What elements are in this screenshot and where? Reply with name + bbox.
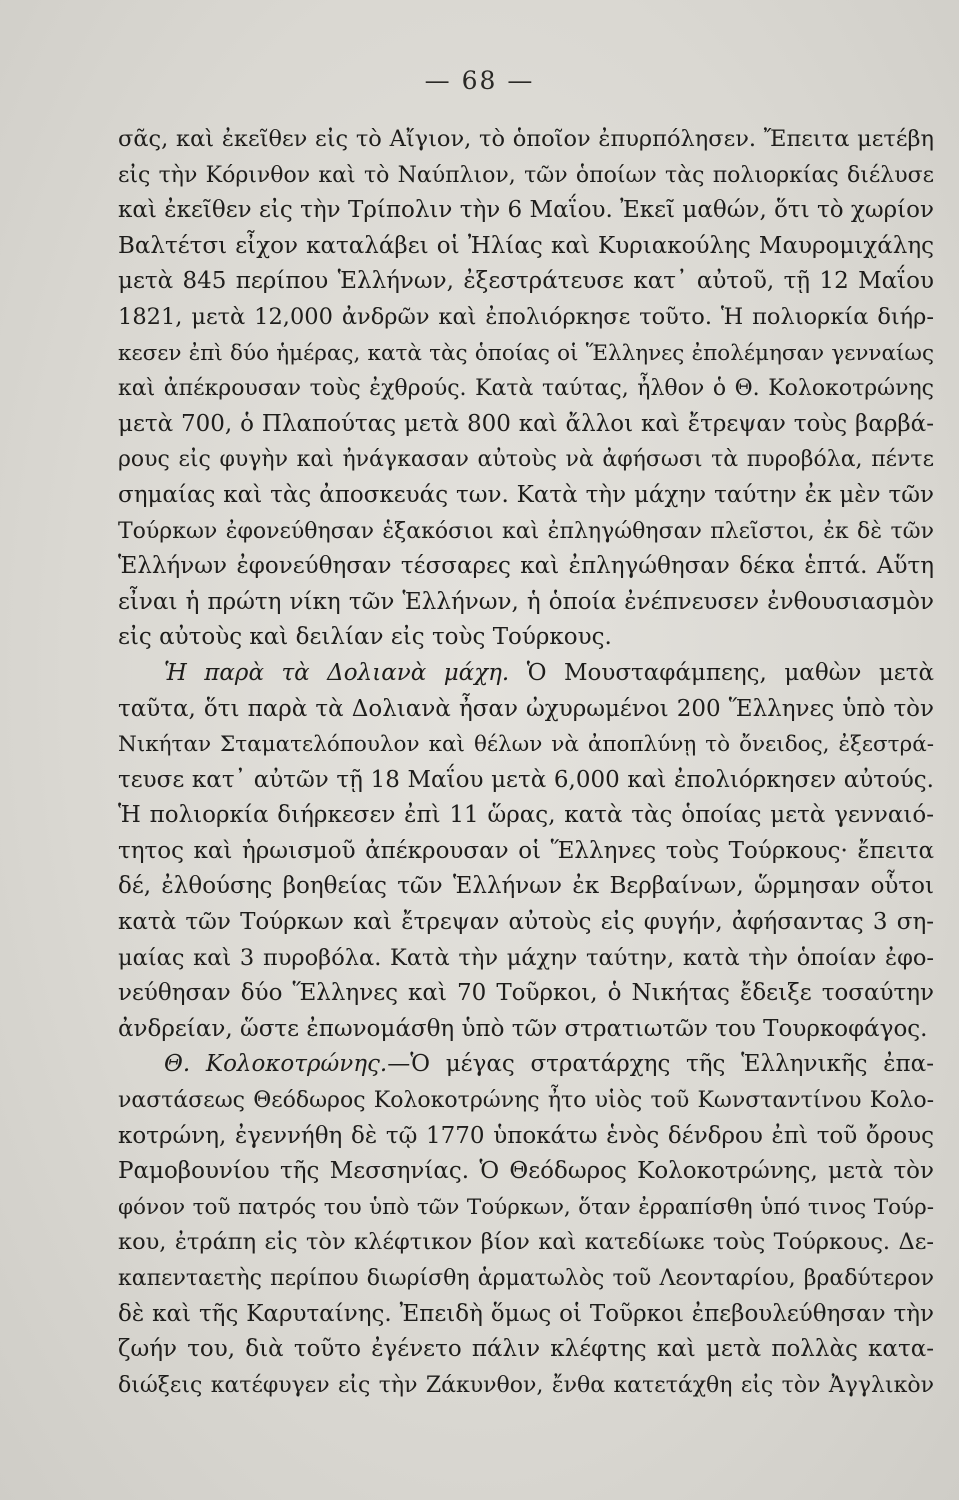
text-line xyxy=(118,407,934,443)
page-number: — 68 — xyxy=(424,66,535,95)
text-line xyxy=(118,1083,934,1119)
section-heading: Ἡ παρὰ τὰ Δολιανὰ μάχη. xyxy=(164,659,510,686)
line-text: Ἑλλήνων ἐφονεύθησαν τέσσαρες καὶ ἐπληγώθησαν δέκα ἑπτά. Αὕτη xyxy=(118,553,934,580)
line-text: εἰς τὴν Κόρινθον καὶ τὸ Ναύπλιον, τῶν ὁποίων τὰς πολιορκίας διέλυσε xyxy=(118,162,934,188)
line-text: εἶναι ἡ πρώτη νίκη τῶν Ἑλλήνων, ἡ ὁποία ἐνέπνευσεν ἐνθουσιασμὸν xyxy=(118,588,934,615)
text-line xyxy=(118,869,934,905)
line-text: εἰς αὐτοὺς καὶ δειλίαν εἰς τοὺς Τούρκους. xyxy=(118,624,612,651)
line-text: σᾶς, καὶ ἐκεῖθεν εἰς τὸ Αἴγιον, τὸ ὁποῖον ἐπυρπόλησεν. Ἔπειτα μετέβη xyxy=(118,126,934,152)
line-text: καὶ ἐκεῖθεν εἰς τὴν Τρίπολιν τὴν 6 Μαΐου. Ἐκεῖ μαθών, ὅτι τὸ χωρίον xyxy=(118,197,934,224)
line-text: φόνον τοῦ πατρός του ὑπὸ τῶν Τούρκων, ὅταν ἐρραπίσθη ὑπό τινος Τούρ- xyxy=(118,1194,934,1220)
text-line xyxy=(118,1332,934,1368)
line-text: Βαλτέτσι εἶχον καταλάβει οἱ Ἠλίας καὶ Κυριακούλης Μαυρομιχάλης xyxy=(118,232,934,259)
line-text: Ἡ πολιορκία διήρκεσεν ἐπὶ 11 ὥρας, κατὰ τὰς ὁποίας μετὰ γενναιό- xyxy=(118,802,934,829)
line-text: μαίας καὶ 3 πυροβόλα. Κατὰ τὴν μάχην ταύτην, κατὰ τὴν ὁποίαν ἐφο- xyxy=(118,944,934,971)
text-line xyxy=(118,941,934,977)
line-text: δέ, ἐλθούσης βοηθείας τῶν Ἑλλήνων ἐκ Βερβαίνων, ὥρμησαν οὗτοι xyxy=(118,873,934,900)
text-line xyxy=(118,1012,934,1048)
text-line xyxy=(118,1190,934,1226)
text-line xyxy=(118,442,934,478)
text-line xyxy=(118,585,934,621)
text-line xyxy=(118,620,934,656)
text-line xyxy=(118,798,934,834)
line-text: ἀνδρείαν, ὥστε ἐπωνομάσθη ὑπὸ τῶν στρατιωτῶν του Τουρκοφάγος. xyxy=(118,1015,928,1042)
text-line xyxy=(118,158,934,194)
line-text: καπενταετὴς περίπου διωρίσθη ἁρματωλὸς τοῦ Λεονταρίου, βραδύτερον xyxy=(118,1266,934,1291)
text-line xyxy=(118,122,934,158)
text-line xyxy=(118,763,934,799)
text-line xyxy=(118,336,934,372)
section-heading: Θ. Κολοκοτρώνης. xyxy=(164,1051,388,1078)
text-line xyxy=(118,1297,934,1333)
line-text: κοτρώνη, ἐγεννήθη δὲ τῷ 1770 ὑποκάτω ἑνὸς δένδρου ἐπὶ τοῦ ὄρους xyxy=(118,1122,934,1149)
text-line xyxy=(118,229,934,265)
line-text: Ραμοβουνίου τῆς Μεσσηνίας. Ὁ Θεόδωρος Κολοκοτρώνης, μετὰ τὸν xyxy=(118,1158,934,1185)
line-text: ζωήν του, διὰ τοῦτο ἐγένετο πάλιν κλέφτης καὶ μετὰ πολλὰς κατα- xyxy=(118,1336,934,1363)
line-text: κεσεν ἐπὶ δύο ἡμέρας, κατὰ τὰς ὁποίας οἱ Ἕλληνες ἐπολέμησαν γενναίως xyxy=(118,340,934,366)
text-line xyxy=(118,1119,934,1155)
line-text: —Ὁ μέγας στρατάρχης τῆς Ἑλληνικῆς ἐπα- xyxy=(387,1051,934,1078)
text-line xyxy=(118,371,934,407)
text-line xyxy=(118,834,934,870)
text-line xyxy=(118,514,934,550)
paragraph-heading-line xyxy=(118,1047,934,1083)
text-line xyxy=(118,549,934,585)
line-text: δὲ καὶ τῆς Καρυταίνης. Ἐπειδὴ ὅμως οἱ Τοῦρκοι ἐπεβουλεύθησαν τὴν xyxy=(118,1300,934,1327)
line-text: Τούρκων ἐφονεύθησαν ἑξακόσιοι καὶ ἐπληγώθησαν πλεῖστοι, ἐκ δὲ τῶν xyxy=(118,518,934,544)
line-text: ναστάσεως Θεόδωρος Κολοκοτρώνης ἦτο υἱὸς τοῦ Κωνσταντίνου Κολο- xyxy=(118,1088,934,1114)
text-line xyxy=(118,905,934,941)
line-text: Νικήταν Σταματελόπουλον καὶ θέλων νὰ ἀποπλύνῃ τὸ ὄνειδος, ἐξεστρά- xyxy=(118,732,934,758)
text-line xyxy=(118,478,934,514)
text-line xyxy=(118,1368,934,1404)
paragraph-heading-line xyxy=(118,656,934,692)
line-text: σημαίας καὶ τὰς ἀποσκευάς των. Κατὰ τὴν μάχην ταύτην ἐκ μὲν τῶν xyxy=(118,481,934,508)
text-line xyxy=(118,1154,934,1190)
text-line xyxy=(118,193,934,229)
line-text: κατὰ τῶν Τούρκων καὶ ἔτρεψαν αὐτοὺς εἰς φυγήν, ἀφήσαντας 3 ση- xyxy=(118,909,934,936)
line-text: νεύθησαν δύο Ἕλληνες καὶ 70 Τοῦρκοι, ὁ Νικήτας ἔδειξε τοσαύτην xyxy=(118,980,934,1007)
line-text: τευσε κατ᾽ αὐτῶν τῇ 18 Μαΐου μετὰ 6,000 καὶ ἐπολιόρκησεν αὐτούς. xyxy=(118,766,934,793)
line-text: κου, ἐτράπη εἰς τὸν κλέφτικον βίον καὶ κατεδίωκε τοὺς Τούρκους. Δε- xyxy=(118,1229,934,1256)
line-text: τητος καὶ ἡρωισμοῦ ἀπέκρουσαν οἱ Ἕλληνες τοὺς Τούρκους· ἔπειτα xyxy=(118,837,934,864)
text-line xyxy=(118,300,934,336)
line-text: ρους εἰς φυγὴν καὶ ἠνάγκασαν αὐτοὺς νὰ ἀφήσωσι τὰ πυροβόλα, πέντε xyxy=(118,447,934,473)
text-line xyxy=(118,692,934,728)
text-line xyxy=(118,727,934,763)
line-text: ταῦτα, ὅτι παρὰ τὰ Δολιανὰ ἦσαν ὠχυρωμένοι 200 Ἕλληνες ὑπὸ τὸν xyxy=(118,695,934,722)
line-text: μετὰ 845 περίπου Ἑλλήνων, ἐξεστράτευσε κατ᾽ αὐτοῦ, τῇ 12 Μαΐου xyxy=(118,268,934,295)
text-line xyxy=(118,264,934,300)
text-line xyxy=(118,976,934,1012)
body-text xyxy=(118,122,934,1403)
line-text: 1821, μετὰ 12,000 ἀνδρῶν καὶ ἐπολιόρκησε τοῦτο. Ἡ πολιορκία διήρ- xyxy=(118,303,934,330)
line-text: διώξεις κατέφυγεν εἰς τὴν Ζάκυνθον, ἔνθα κατετάχθη εἰς τὸν Ἀγγλικὸν xyxy=(118,1372,934,1398)
line-text: μετὰ 700, ὁ Πλαπούτας μετὰ 800 καὶ ἄλλοι καὶ ἔτρεψαν τοὺς βαρβά- xyxy=(118,410,934,437)
line-text: καὶ ἀπέκρουσαν τοὺς ἐχθρούς. Κατὰ ταύτας, ἦλθον ὁ Θ. Κολοκοτρώνης xyxy=(118,376,934,402)
line-text: Ὁ Μουσταφάμπεης, μαθὼν μετὰ xyxy=(509,659,934,686)
text-line xyxy=(118,1261,934,1297)
text-line xyxy=(118,1225,934,1261)
